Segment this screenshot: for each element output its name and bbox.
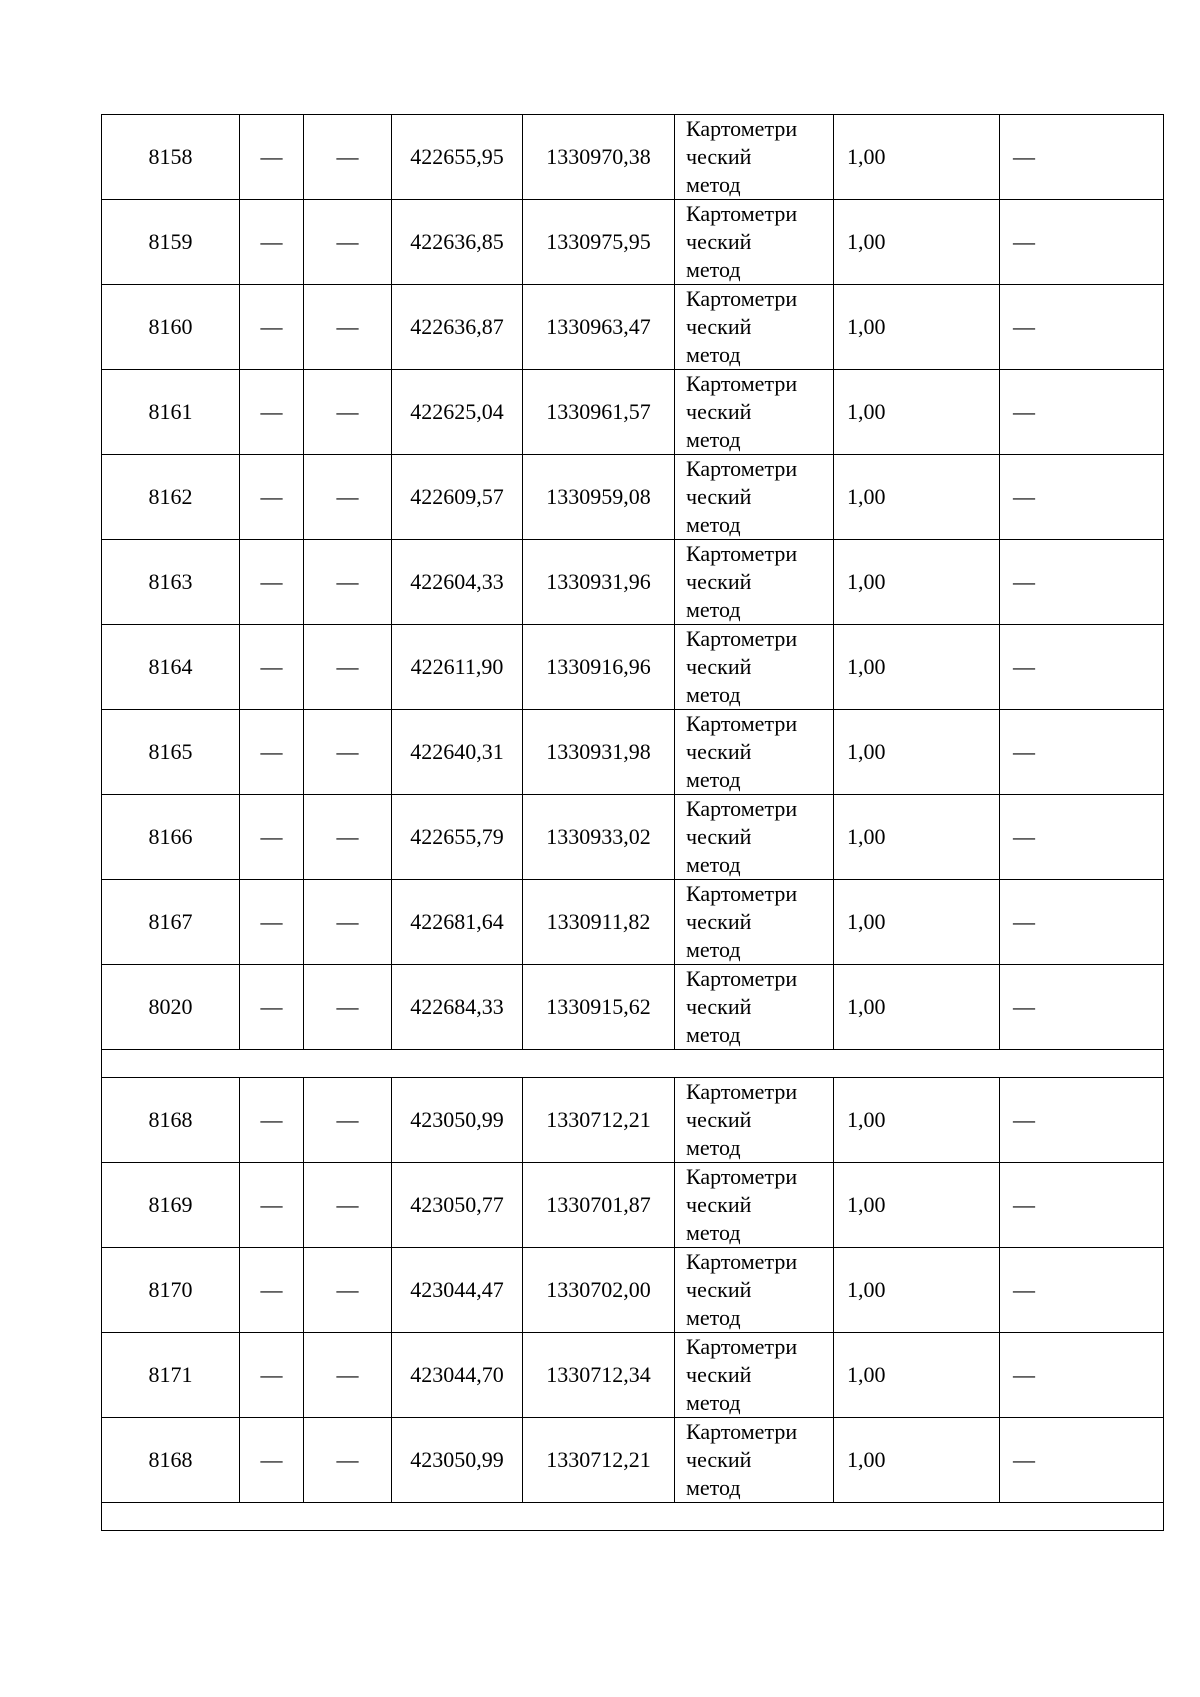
coordinate-y-text: 1330916,96 — [546, 654, 651, 679]
description-cell — [1000, 540, 1164, 625]
coordinate-y-cell — [523, 880, 675, 965]
method-cell — [675, 285, 834, 370]
dash-cell — [240, 370, 304, 455]
method-text: Картометри ческий метод — [686, 1249, 798, 1330]
dash-cell — [240, 540, 304, 625]
point-number-cell — [102, 370, 240, 455]
coordinate-x-cell — [392, 115, 523, 200]
description-cell — [1000, 1248, 1164, 1333]
accuracy-cell — [834, 115, 1000, 200]
accuracy-text: 1,00 — [847, 1107, 886, 1132]
coordinate-x-cell — [392, 710, 523, 795]
coordinate-y-cell — [523, 455, 675, 540]
accuracy-text: 1,00 — [847, 1277, 886, 1302]
coordinate-y-text: 1330961,57 — [546, 399, 651, 424]
point-number-text: 8169 — [148, 1192, 193, 1217]
method-cell — [675, 540, 834, 625]
coordinate-x-text: 422681,64 — [410, 909, 504, 934]
description-text: — — [1013, 654, 1035, 679]
point-number-cell — [102, 1163, 240, 1248]
dash-text: — — [260, 994, 283, 1019]
accuracy-text: 1,00 — [847, 1362, 886, 1387]
coordinate-x-cell — [392, 285, 523, 370]
dash-cell — [304, 200, 392, 285]
method-cell — [675, 200, 834, 285]
coordinate-x-cell — [392, 1163, 523, 1248]
dash-cell — [240, 115, 304, 200]
description-cell — [1000, 625, 1164, 710]
dash-cell — [240, 965, 304, 1050]
method-text: Картометри ческий метод — [686, 1334, 798, 1415]
accuracy-text: 1,00 — [847, 824, 886, 849]
dash-cell — [240, 880, 304, 965]
dash-text: — — [336, 824, 359, 849]
table-row — [102, 540, 1164, 625]
point-number-text: 8162 — [148, 484, 193, 509]
point-number-cell — [102, 795, 240, 880]
description-text: — — [1013, 569, 1035, 594]
coordinate-x-cell — [392, 880, 523, 965]
accuracy-cell — [834, 455, 1000, 540]
dash-text: — — [336, 1192, 359, 1217]
description-cell — [1000, 1333, 1164, 1418]
description-text: — — [1013, 1447, 1035, 1472]
coordinate-x-cell — [392, 370, 523, 455]
point-number-text: 8168 — [148, 1107, 193, 1132]
accuracy-cell — [834, 1248, 1000, 1333]
accuracy-cell — [834, 710, 1000, 795]
table-row — [102, 1163, 1164, 1248]
coordinate-y-text: 1330712,34 — [546, 1362, 651, 1387]
accuracy-text: 1,00 — [847, 314, 886, 339]
point-number-cell — [102, 625, 240, 710]
accuracy-text: 1,00 — [847, 229, 886, 254]
accuracy-text: 1,00 — [847, 739, 886, 764]
coordinate-x-text: 422636,87 — [410, 314, 504, 339]
description-cell — [1000, 200, 1164, 285]
description-text: — — [1013, 909, 1035, 934]
dash-cell — [304, 1333, 392, 1418]
point-number-text: 8163 — [148, 569, 193, 594]
coordinate-y-cell — [523, 1333, 675, 1418]
dash-cell — [240, 285, 304, 370]
method-text: Картометри ческий метод — [686, 626, 798, 707]
method-cell — [675, 880, 834, 965]
description-text: — — [1013, 314, 1035, 339]
coordinate-x-text: 422611,90 — [410, 654, 504, 679]
coordinate-x-cell — [392, 795, 523, 880]
dash-cell — [304, 540, 392, 625]
dash-text: — — [260, 1362, 283, 1387]
method-cell — [675, 710, 834, 795]
dash-text: — — [336, 1362, 359, 1387]
coordinate-x-cell — [392, 965, 523, 1050]
coordinate-y-cell — [523, 540, 675, 625]
method-cell — [675, 1333, 834, 1418]
coordinate-x-text: 422609,57 — [410, 484, 504, 509]
table-row — [102, 710, 1164, 795]
dash-text: — — [260, 1277, 283, 1302]
coordinate-y-cell — [523, 965, 675, 1050]
point-number-cell — [102, 455, 240, 540]
coordinate-x-text: 422636,85 — [410, 229, 504, 254]
coordinate-x-text: 422604,33 — [410, 569, 504, 594]
coordinate-y-cell — [523, 710, 675, 795]
dash-cell — [240, 1163, 304, 1248]
method-text: Картометри ческий метод — [686, 116, 798, 197]
accuracy-cell — [834, 370, 1000, 455]
method-cell — [675, 625, 834, 710]
point-number-text: 8168 — [148, 1447, 193, 1472]
point-number-cell — [102, 1333, 240, 1418]
dash-text: — — [260, 144, 283, 169]
block-separator-cell — [102, 1050, 1164, 1078]
block-separator-row — [102, 1503, 1164, 1531]
point-number-cell — [102, 965, 240, 1050]
coordinate-x-text: 423044,70 — [410, 1362, 504, 1387]
description-text: — — [1013, 144, 1035, 169]
method-text: Картометри ческий метод — [686, 881, 798, 962]
dash-text: — — [336, 994, 359, 1019]
table-row — [102, 115, 1164, 200]
coordinate-y-text: 1330959,08 — [546, 484, 651, 509]
coordinate-y-cell — [523, 1248, 675, 1333]
accuracy-text: 1,00 — [847, 654, 886, 679]
description-cell — [1000, 965, 1164, 1050]
accuracy-text: 1,00 — [847, 144, 886, 169]
table-row — [102, 795, 1164, 880]
dash-cell — [240, 625, 304, 710]
dash-text: — — [336, 399, 359, 424]
dash-text: — — [260, 1107, 283, 1132]
description-cell — [1000, 115, 1164, 200]
table-row — [102, 965, 1164, 1050]
method-cell — [675, 795, 834, 880]
coordinate-y-text: 1330701,87 — [546, 1192, 651, 1217]
dash-cell — [304, 710, 392, 795]
method-text: Картометри ческий метод — [686, 541, 798, 622]
coordinate-x-text: 422655,79 — [410, 824, 504, 849]
dash-text: — — [336, 314, 359, 339]
dash-text: — — [260, 484, 283, 509]
coordinate-x-text: 422625,04 — [410, 399, 504, 424]
coordinate-y-cell — [523, 625, 675, 710]
coordinate-y-text: 1330975,95 — [546, 229, 651, 254]
accuracy-cell — [834, 880, 1000, 965]
dash-cell — [304, 965, 392, 1050]
dash-text: — — [336, 739, 359, 764]
coordinate-y-cell — [523, 795, 675, 880]
block-separator-cell — [102, 1503, 1164, 1531]
dash-text: — — [336, 484, 359, 509]
coordinate-y-cell — [523, 370, 675, 455]
dash-text: — — [260, 909, 283, 934]
point-number-text: 8170 — [148, 1277, 193, 1302]
dash-text: — — [260, 654, 283, 679]
dash-cell — [240, 795, 304, 880]
block-separator-row — [102, 1050, 1164, 1078]
description-cell — [1000, 1418, 1164, 1503]
method-text: Картометри ческий метод — [686, 1164, 798, 1245]
dash-cell — [304, 455, 392, 540]
method-text: Картометри ческий метод — [686, 966, 798, 1047]
coordinate-y-text: 1330702,00 — [546, 1277, 651, 1302]
point-number-text: 8159 — [148, 229, 193, 254]
description-text: — — [1013, 1192, 1035, 1217]
coordinate-x-cell — [392, 540, 523, 625]
accuracy-text: 1,00 — [847, 569, 886, 594]
dash-cell — [240, 200, 304, 285]
dash-cell — [304, 1418, 392, 1503]
dash-text: — — [336, 569, 359, 594]
accuracy-text: 1,00 — [847, 1447, 886, 1472]
method-cell — [675, 1418, 834, 1503]
description-text: — — [1013, 1277, 1035, 1302]
point-number-cell — [102, 1418, 240, 1503]
dash-text: — — [336, 144, 359, 169]
table-row — [102, 625, 1164, 710]
point-number-text: 8171 — [148, 1362, 193, 1387]
description-cell — [1000, 1163, 1164, 1248]
coordinate-x-text: 423044,47 — [410, 1277, 504, 1302]
dash-cell — [240, 455, 304, 540]
accuracy-text: 1,00 — [847, 909, 886, 934]
method-cell — [675, 1248, 834, 1333]
coordinate-x-cell — [392, 200, 523, 285]
coordinate-y-text: 1330970,38 — [546, 144, 651, 169]
dash-text: — — [336, 1107, 359, 1132]
coordinate-x-text: 423050,99 — [410, 1447, 504, 1472]
description-cell — [1000, 1078, 1164, 1163]
description-text: — — [1013, 1362, 1035, 1387]
dash-cell — [304, 795, 392, 880]
method-cell — [675, 455, 834, 540]
dash-text: — — [260, 824, 283, 849]
dash-text: — — [336, 229, 359, 254]
point-number-text: 8166 — [148, 824, 193, 849]
coordinate-y-cell — [523, 200, 675, 285]
dash-text: — — [336, 909, 359, 934]
point-number-text: 8164 — [148, 654, 193, 679]
coordinate-x-text: 422684,33 — [410, 994, 504, 1019]
coordinate-x-cell — [392, 625, 523, 710]
dash-cell — [304, 370, 392, 455]
table-row — [102, 1418, 1164, 1503]
dash-cell — [240, 1248, 304, 1333]
accuracy-cell — [834, 1163, 1000, 1248]
table-row — [102, 1248, 1164, 1333]
point-number-text: 8161 — [148, 399, 193, 424]
point-number-cell — [102, 285, 240, 370]
dash-cell — [304, 1078, 392, 1163]
coordinate-x-text: 423050,77 — [410, 1192, 504, 1217]
dash-cell — [240, 1418, 304, 1503]
description-cell — [1000, 285, 1164, 370]
method-cell — [675, 370, 834, 455]
dash-cell — [304, 1163, 392, 1248]
dash-text: — — [336, 1277, 359, 1302]
description-cell — [1000, 370, 1164, 455]
coordinate-x-cell — [392, 1078, 523, 1163]
point-number-cell — [102, 710, 240, 795]
description-text: — — [1013, 824, 1035, 849]
method-text: Картометри ческий метод — [686, 286, 798, 367]
description-cell — [1000, 795, 1164, 880]
description-cell — [1000, 455, 1164, 540]
description-cell — [1000, 880, 1164, 965]
coordinate-y-text: 1330963,47 — [546, 314, 651, 339]
description-text: — — [1013, 399, 1035, 424]
point-number-cell — [102, 880, 240, 965]
accuracy-cell — [834, 1333, 1000, 1418]
point-number-text: 8158 — [148, 144, 193, 169]
point-number-cell — [102, 115, 240, 200]
accuracy-cell — [834, 965, 1000, 1050]
dash-text: — — [260, 314, 283, 339]
coordinate-x-cell — [392, 1248, 523, 1333]
coordinate-x-cell — [392, 1418, 523, 1503]
accuracy-text: 1,00 — [847, 1192, 886, 1217]
description-text: — — [1013, 739, 1035, 764]
accuracy-cell — [834, 1078, 1000, 1163]
dash-cell — [304, 115, 392, 200]
coordinate-y-cell — [523, 1078, 675, 1163]
dash-text: — — [260, 229, 283, 254]
description-cell — [1000, 710, 1164, 795]
coordinate-y-text: 1330915,62 — [546, 994, 651, 1019]
dash-cell — [240, 710, 304, 795]
point-number-text: 8020 — [148, 994, 193, 1019]
accuracy-cell — [834, 795, 1000, 880]
point-number-cell — [102, 1248, 240, 1333]
dash-cell — [304, 625, 392, 710]
accuracy-cell — [834, 285, 1000, 370]
accuracy-text: 1,00 — [847, 994, 886, 1019]
coordinate-y-text: 1330931,96 — [546, 569, 651, 594]
description-text: — — [1013, 484, 1035, 509]
coordinate-y-cell — [523, 115, 675, 200]
dash-text: — — [260, 1447, 283, 1472]
point-number-cell — [102, 200, 240, 285]
description-text: — — [1013, 1107, 1035, 1132]
point-number-cell — [102, 1078, 240, 1163]
table-row — [102, 1333, 1164, 1418]
dash-text: — — [336, 654, 359, 679]
coordinates-table — [101, 114, 1164, 1531]
coordinate-x-text: 423050,99 — [410, 1107, 504, 1132]
method-cell — [675, 1163, 834, 1248]
description-text: — — [1013, 994, 1035, 1019]
method-text: Картометри ческий метод — [686, 371, 798, 452]
dash-text: — — [336, 1447, 359, 1472]
table-row — [102, 455, 1164, 540]
coordinate-x-cell — [392, 1333, 523, 1418]
table-row — [102, 880, 1164, 965]
coordinate-x-text: 422640,31 — [410, 739, 504, 764]
coordinate-y-cell — [523, 285, 675, 370]
method-text: Картометри ческий метод — [686, 456, 798, 537]
point-number-cell — [102, 540, 240, 625]
table-row — [102, 370, 1164, 455]
dash-text: — — [260, 569, 283, 594]
coordinate-y-text: 1330933,02 — [546, 824, 651, 849]
coordinate-y-text: 1330911,82 — [546, 909, 651, 934]
table-row — [102, 200, 1164, 285]
point-number-text: 8160 — [148, 314, 193, 339]
point-number-text: 8167 — [148, 909, 193, 934]
dash-cell — [240, 1333, 304, 1418]
accuracy-text: 1,00 — [847, 484, 886, 509]
coordinate-y-text: 1330712,21 — [546, 1107, 651, 1132]
dash-cell — [304, 880, 392, 965]
method-text: Картометри ческий метод — [686, 1079, 798, 1160]
dash-text: — — [260, 739, 283, 764]
accuracy-cell — [834, 540, 1000, 625]
dash-cell — [304, 1248, 392, 1333]
coordinate-x-cell — [392, 455, 523, 540]
coordinate-x-text: 422655,95 — [410, 144, 504, 169]
dash-cell — [240, 1078, 304, 1163]
method-cell — [675, 115, 834, 200]
description-text: — — [1013, 229, 1035, 254]
accuracy-cell — [834, 1418, 1000, 1503]
method-text: Картометри ческий метод — [686, 796, 798, 877]
method-text: Картометри ческий метод — [686, 1419, 798, 1500]
method-text: Картометри ческий метод — [686, 201, 798, 282]
coordinate-y-cell — [523, 1163, 675, 1248]
dash-text: — — [260, 1192, 283, 1217]
coordinate-y-text: 1330931,98 — [546, 739, 651, 764]
method-text: Картометри ческий метод — [686, 711, 798, 792]
coordinate-y-text: 1330712,21 — [546, 1447, 651, 1472]
table-row — [102, 285, 1164, 370]
accuracy-cell — [834, 625, 1000, 710]
dash-text: — — [260, 399, 283, 424]
point-number-text: 8165 — [148, 739, 193, 764]
coordinate-y-cell — [523, 1418, 675, 1503]
accuracy-cell — [834, 200, 1000, 285]
dash-cell — [304, 285, 392, 370]
method-cell — [675, 965, 834, 1050]
accuracy-text: 1,00 — [847, 399, 886, 424]
method-cell — [675, 1078, 834, 1163]
table-row — [102, 1078, 1164, 1163]
